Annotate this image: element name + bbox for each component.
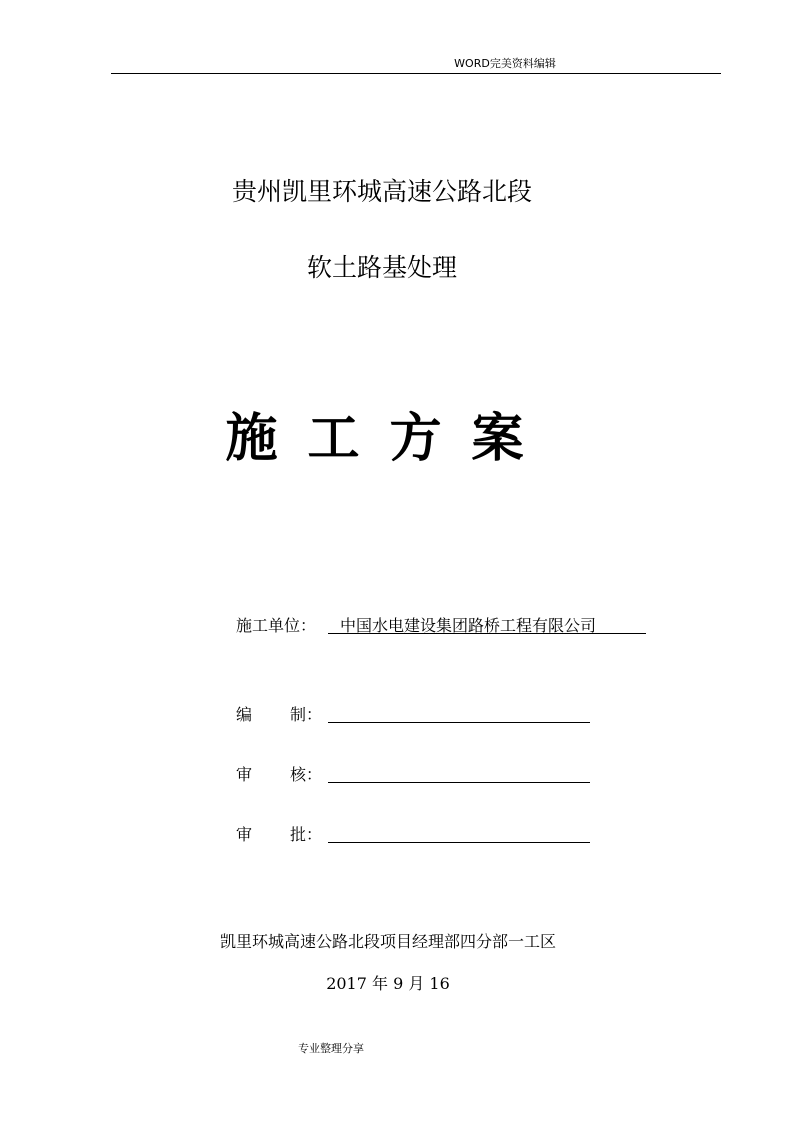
construction-unit-value: 中国水电建设集团路桥工程有限公司 (340, 616, 597, 635)
compiled-by-label: 编 制： (236, 705, 323, 724)
construction-unit-underline (328, 633, 646, 634)
page-header-text: WORD完美资料编辑 (454, 57, 556, 70)
issuing-organization: 凯里环城高速公路北段项目经理部四分部一工区 (219, 932, 556, 951)
page-footer-text: 专业整理分享 (298, 1042, 364, 1055)
construction-unit-label: 施工单位： (236, 616, 317, 635)
reviewed-by-blank-line (328, 782, 590, 783)
approved-by-blank-line (328, 842, 590, 843)
reviewed-by-label: 审 核： (236, 765, 323, 784)
issue-date: 2017 年 9 月 16 (326, 974, 450, 993)
document-title-line-2: 软土路基处理 (306, 253, 457, 282)
compiled-by-blank-line (328, 722, 590, 723)
document-title-line-1: 贵州凯里环城高速公路北段 (231, 177, 532, 206)
approved-by-label: 审 批： (236, 825, 323, 844)
header-rule (111, 73, 721, 74)
document-main-title: 施工方案 (225, 409, 554, 469)
